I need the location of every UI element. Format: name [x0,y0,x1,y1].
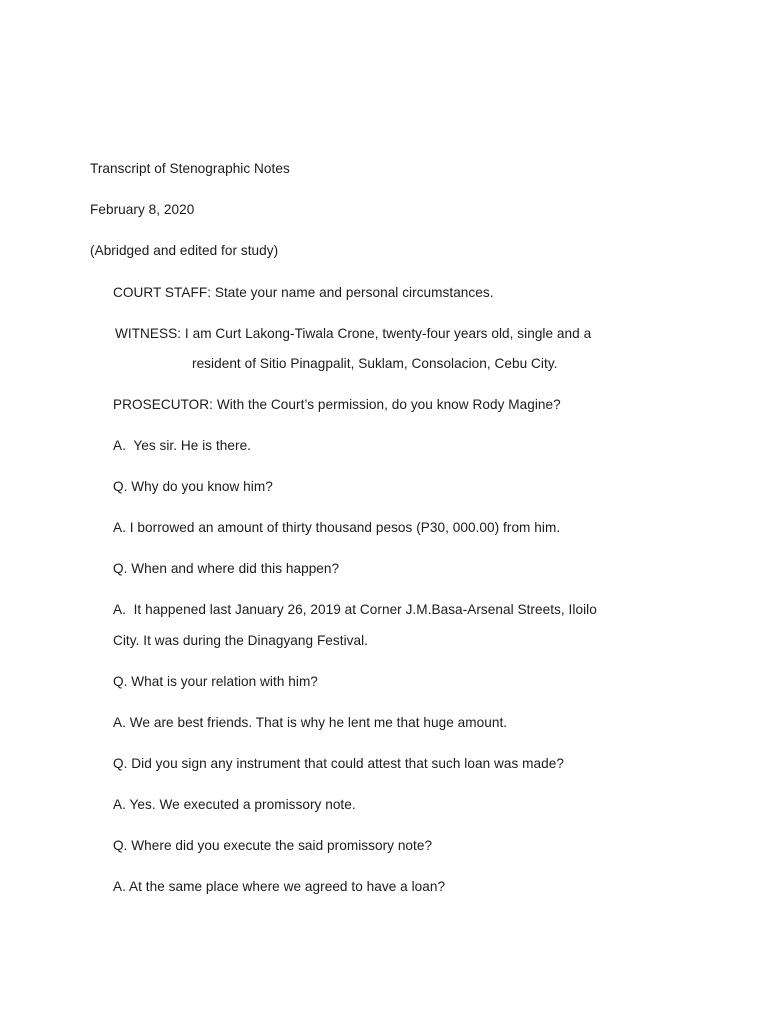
transcript-line: Q. Where did you execute the said promissory note? [113,838,433,853]
transcript-line: PROSECUTOR: With the Court’s permission, do you know Rody Magine? [113,397,561,412]
transcript-line-continuation: resident of Sitio Pinagpalit, Suklam, Consolacion, Cebu City. [192,356,558,371]
transcript-line: Q. When and where did this happen? [113,561,340,576]
transcript-line: A. Yes. We executed a promissory note. [113,797,356,812]
transcript-line: Q. Did you sign any instrument that could attest that such loan was made? [113,756,564,771]
transcript-line: A. At the same place where we agreed to have a loan? [113,879,446,894]
transcript-line: A. I borrowed an amount of thirty thousand pesos (P30, 000.00) from him. [113,520,561,535]
transcript-line: WITNESS: I am Curt Lakong-Tiwala Crone, twenty-four years old, single and a [115,326,592,341]
document-date: February 8, 2020 [90,202,195,217]
transcript-line-continuation: City. It was during the Dinagyang Festival. [113,633,369,648]
document-note: (Abridged and edited for study) [90,243,279,258]
transcript-line: Q. What is your relation with him? [113,674,318,689]
document-title: Transcript of Stenographic Notes [90,161,290,176]
transcript-line: A. Yes sir. He is there. [113,438,252,453]
transcript-line: Q. Why do you know him? [113,479,273,494]
transcript-line: A. We are best friends. That is why he lent me that huge amount. [113,715,508,730]
transcript-line: A. It happened last January 26, 2019 at Corner J.M.Basa-Arsenal Streets, Iloilo [113,602,597,617]
transcript-line: COURT STAFF: State your name and personal circumstances. [113,285,494,300]
